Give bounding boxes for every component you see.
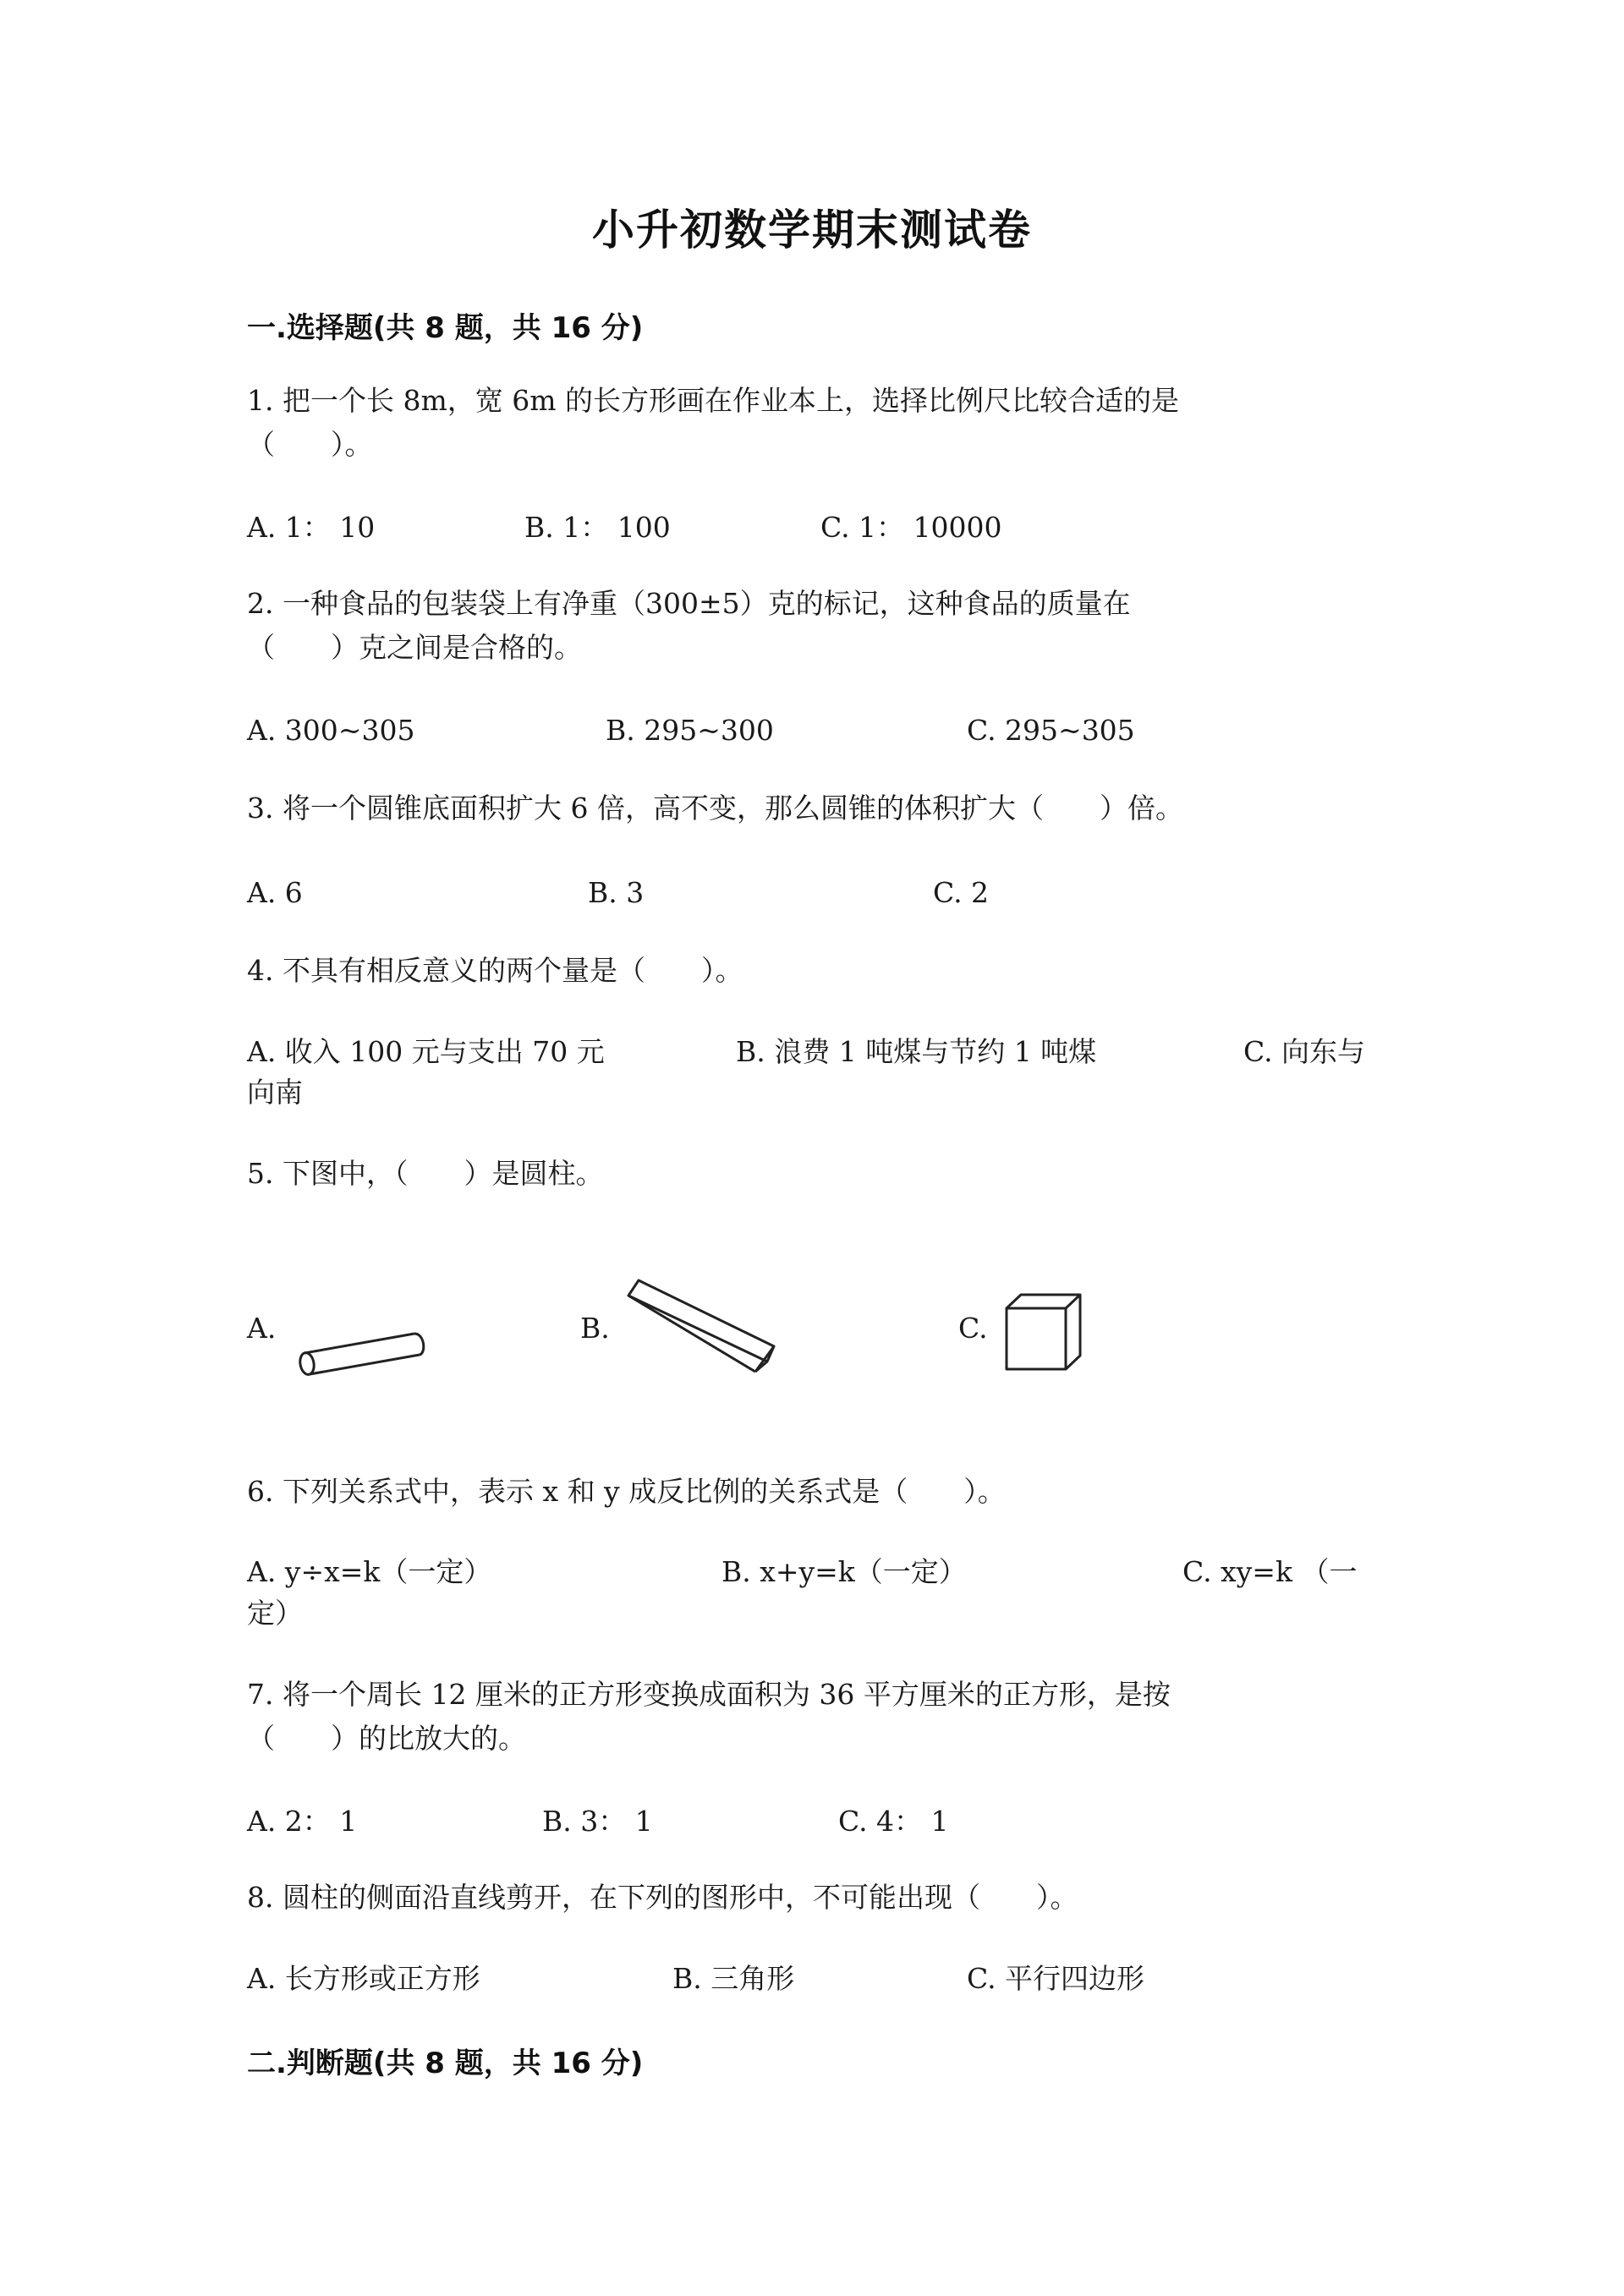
question-6-option-c: C. xy=k （一 (1182, 1555, 1358, 1588)
question-6-stem (247, 1470, 1397, 1514)
question-7-option-c: C. 4： 1 (838, 1805, 949, 1838)
question-1-line2: （ ）。 (247, 428, 373, 461)
question-1-stem (247, 379, 1397, 467)
question-2-option-a: A. 300~305 (247, 714, 415, 747)
question-7-option-b: B. 3： 1 (542, 1805, 653, 1838)
question-4-line1: 4. 不具有相反意义的两个量是（ ）。 (247, 954, 743, 987)
question-5-option-c: C. (958, 1312, 988, 1345)
question-6-option-a: A. y÷x=k（一定） (247, 1555, 492, 1588)
question-5-option-a: A. (247, 1312, 277, 1345)
section-header-judgement: 二.判断题(共 8 题，共 16 分) (247, 2047, 644, 2080)
question-2-option-c: C. 295~305 (967, 714, 1135, 747)
question-3-stem (247, 786, 1397, 830)
question-6-option-b: B. x+y=k（一定） (721, 1555, 967, 1588)
question-3-option-b: B. 3 (588, 876, 645, 909)
question-7-line1: 7. 将一个周长 12 厘米的正方形变换成面积为 36 平方厘米的正方形，是按 (247, 1678, 1171, 1711)
question-6-option-c-wrap: 定） (247, 1597, 303, 1630)
question-4-option-c-wrap: 向南 (247, 1076, 303, 1109)
cylinder-icon (288, 1315, 431, 1383)
question-7-stem (247, 1673, 1397, 1761)
question-8-option-a: A. 长方形或正方形 (247, 1962, 480, 1995)
question-3-option-a: A. 6 (247, 876, 303, 909)
question-2-option-b: B. 295~300 (606, 714, 774, 747)
question-1-line1: 1. 把一个长 8m，宽 6m 的长方形画在作业本上，选择比例尺比较合适的是 (247, 384, 1180, 417)
question-2-line2: （ ）克之间是合格的。 (247, 631, 582, 664)
triangular-prism-icon (622, 1277, 782, 1383)
cube-icon (1002, 1290, 1087, 1374)
question-2-stem (247, 582, 1397, 670)
question-8-option-b: B. 三角形 (672, 1962, 795, 1995)
question-7-option-a: A. 2： 1 (247, 1805, 358, 1838)
section-header-choice: 一.选择题(共 8 题，共 16 分) (247, 311, 644, 345)
page-title: 小升初数学期末测试卷 (592, 205, 1032, 255)
question-5-option-b: B. (580, 1312, 610, 1345)
question-5-line1: 5. 下图中，（ ）是圆柱。 (247, 1157, 604, 1190)
question-4-option-a: A. 收入 100 元与支出 70 元 (247, 1035, 605, 1068)
question-2-line1: 2. 一种食品的包装袋上有净重（300±5）克的标记，这种食品的质量在 (247, 587, 1131, 620)
question-4-option-b: B. 浪费 1 吨煤与节约 1 吨煤 (736, 1035, 1097, 1068)
question-8-option-c: C. 平行四边形 (967, 1962, 1145, 1995)
question-8-stem (247, 1876, 1397, 1920)
question-8-line1: 8. 圆柱的侧面沿直线剪开，在下列的图形中，不可能出现（ ）。 (247, 1881, 1078, 1914)
question-4-stem (247, 949, 1397, 993)
question-1-option-a: A. 1： 10 (247, 511, 376, 544)
question-3-option-c: C. 2 (933, 876, 990, 909)
question-1-option-c: C. 1： 10000 (820, 511, 1002, 544)
question-5-stem (247, 1152, 1397, 1196)
question-6-line1: 6. 下列关系式中，表示 x 和 y 成反比例的关系式是（ ）。 (247, 1475, 1006, 1508)
question-4-option-c: C. 向东与 (1243, 1035, 1366, 1068)
question-1-option-b: B. 1： 100 (524, 511, 671, 544)
question-3-line1: 3. 将一个圆锥底面积扩大 6 倍，高不变，那么圆锥的体积扩大（ ）倍。 (247, 792, 1183, 825)
question-7-line2: （ ）的比放大的。 (247, 1722, 526, 1755)
